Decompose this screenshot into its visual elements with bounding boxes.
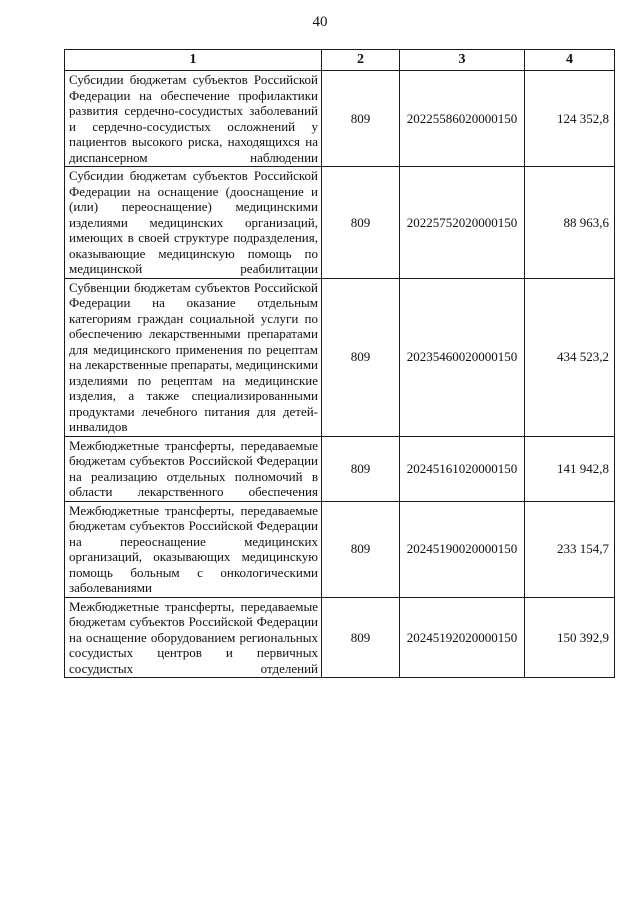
- table-row: [65, 278, 615, 436]
- table-row: [65, 167, 615, 279]
- row-amount: 434 523,2: [525, 278, 615, 436]
- row-kbk: 20225752020000150: [400, 167, 525, 279]
- row-code: 809: [322, 71, 400, 167]
- page-number: 40: [312, 14, 328, 30]
- row-amount: 124 352,8: [525, 71, 615, 167]
- row-code: 809: [322, 167, 400, 279]
- row-amount: 233 154,7: [525, 501, 615, 597]
- row-description: Межбюджетные трансферты, передаваемые бюджетам субъектов Российской Федерации на переоснащение медицинских организаций, оказывающих медицинскую помощь больным с онкологическими заболеваниями: [65, 501, 322, 597]
- row-kbk: 20245192020000150: [400, 597, 525, 678]
- column-header-4: 4: [525, 50, 615, 71]
- row-amount: 141 942,8: [525, 436, 615, 501]
- row-kbk: 20225586020000150: [400, 71, 525, 167]
- table-row: [65, 501, 615, 597]
- column-header-2: 2: [322, 50, 400, 71]
- row-amount: 88 963,6: [525, 167, 615, 279]
- row-kbk: 20235460020000150: [400, 278, 525, 436]
- row-code: 809: [322, 278, 400, 436]
- column-header-3: 3: [400, 50, 525, 71]
- row-description: Субсидии бюджетам субъектов Российской Федерации на обеспечение профилактики развития сердечно-сосудистых заболеваний и сердечно-сосудистых осложнений у пациентов высокого риска, находящихся на диспансерном наблюдении: [65, 71, 322, 167]
- row-description: Субсидии бюджетам субъектов Российской Федерации на оснащение (дооснащение и (или) переоснащение) медицинскими изделиями медицинских организаций, имеющих в своей структуре подразделения, оказывающие медицинскую помощь по медицинской реабилитации: [65, 167, 322, 279]
- row-kbk: 20245190020000150: [400, 501, 525, 597]
- budget-table: [64, 49, 615, 678]
- table-row: [65, 71, 615, 167]
- table-row: [65, 436, 615, 501]
- table-header-row: [65, 50, 615, 71]
- table-row: [65, 597, 615, 678]
- column-header-1: 1: [65, 50, 322, 71]
- row-code: 809: [322, 597, 400, 678]
- row-description: Субвенции бюджетам субъектов Российской Федерации на оказание отдельным категориям граждан социальной услуги по обеспечению лекарственными препаратами для медицинского применения по рецептам на лекарственные препараты, медицинскими изделиями по рецептам на медицинские изделия, а также специализированными продуктами лечебного питания для детей-инвалидов: [65, 278, 322, 436]
- row-code: 809: [322, 436, 400, 501]
- row-description: Межбюджетные трансферты, передаваемые бюджетам субъектов Российской Федерации на реализацию отдельных полномочий в области лекарственного обеспечения: [65, 436, 322, 501]
- row-amount: 150 392,9: [525, 597, 615, 678]
- row-code: 809: [322, 501, 400, 597]
- row-kbk: 20245161020000150: [400, 436, 525, 501]
- row-description: Межбюджетные трансферты, передаваемые бюджетам субъектов Российской Федерации на оснащение оборудованием региональных сосудистых центров и первичных сосудистых отделений: [65, 597, 322, 678]
